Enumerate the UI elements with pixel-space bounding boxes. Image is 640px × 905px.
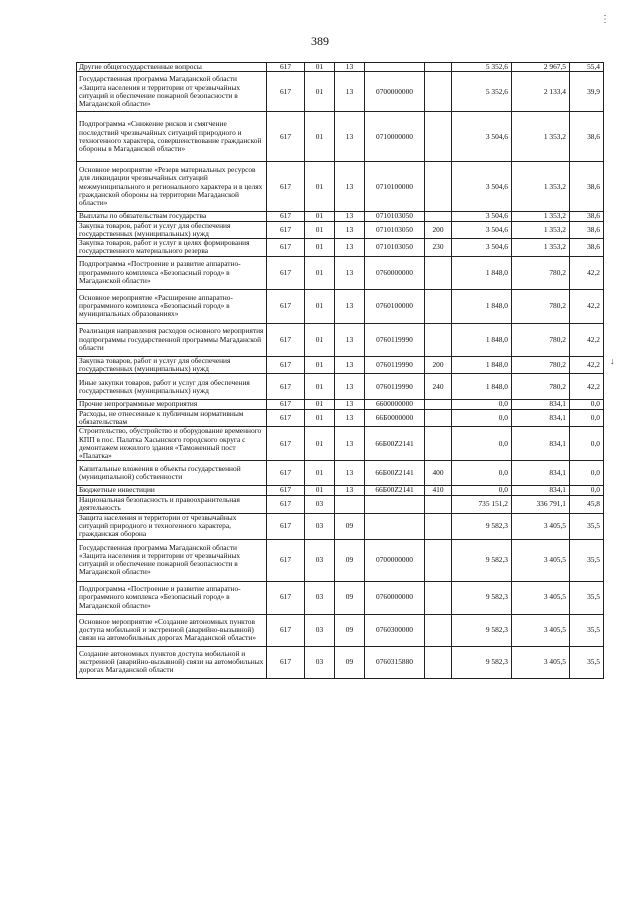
row-csr-cell: 66Б00Z2141 xyxy=(365,427,425,461)
row-pct-cell: 42,2 xyxy=(570,323,604,356)
row-plan-cell: 735 151,2 xyxy=(452,495,512,513)
row-fact-cell: 3 405,5 xyxy=(512,581,570,614)
row-rz-cell: 01 xyxy=(305,289,335,323)
row-fact-cell: 2 967,5 xyxy=(512,63,570,72)
row-ved-cell: 617 xyxy=(267,581,305,614)
table-row xyxy=(77,539,604,581)
row-csr-cell xyxy=(365,513,425,539)
row-csr-cell: 0760100000 xyxy=(365,289,425,323)
row-vr-cell xyxy=(425,614,452,646)
row-ved-cell: 617 xyxy=(267,374,305,400)
row-plan-cell: 9 582,3 xyxy=(452,513,512,539)
row-pct-cell: 39,9 xyxy=(570,72,604,112)
row-ved-cell: 617 xyxy=(267,239,305,257)
row-rz-cell: 03 xyxy=(305,646,335,678)
row-vr-cell xyxy=(425,162,452,212)
row-rz-cell: 01 xyxy=(305,374,335,400)
table-row xyxy=(77,221,604,239)
row-pr-cell: 09 xyxy=(335,646,365,678)
row-name-cell: Строительство, обустройство и оборудование временного КПП в пос. Палатка Хасынского городского округа с демонтажем нежилого здания «Таможенный пост «Палатка» xyxy=(77,427,267,461)
row-fact-cell: 834,1 xyxy=(512,461,570,486)
budget-table xyxy=(76,62,604,679)
page-number: 389 xyxy=(311,34,329,48)
row-plan-cell: 1 848,0 xyxy=(452,374,512,400)
row-vr-cell xyxy=(425,256,452,289)
row-pct-cell: 0,0 xyxy=(570,486,604,495)
row-name-cell: Подпрограмма «Построение и развитие аппаратно-программного комплекса «Безопасный город» в Магаданской области» xyxy=(77,256,267,289)
row-csr-cell: 0760119990 xyxy=(365,323,425,356)
row-rz-cell: 01 xyxy=(305,427,335,461)
row-pr-cell: 13 xyxy=(335,112,365,162)
row-rz-cell: 01 xyxy=(305,221,335,239)
row-pct-cell: 42,2 xyxy=(570,374,604,400)
row-pr-cell: 13 xyxy=(335,409,365,427)
row-pr-cell: 09 xyxy=(335,614,365,646)
row-vr-cell xyxy=(425,323,452,356)
row-plan-cell: 9 582,3 xyxy=(452,581,512,614)
table-row xyxy=(77,581,604,614)
row-pr-cell: 13 xyxy=(335,72,365,112)
table-row xyxy=(77,400,604,409)
row-pr-cell: 13 xyxy=(335,356,365,374)
row-vr-cell: 410 xyxy=(425,486,452,495)
row-pct-cell: 45,8 xyxy=(570,495,604,513)
row-plan-cell: 5 352,6 xyxy=(452,72,512,112)
row-pct-cell: 38,6 xyxy=(570,221,604,239)
row-name-cell: Закупка товаров, работ и услуг в целях формирования государственного материального резерва xyxy=(77,239,267,257)
row-pct-cell: 35,5 xyxy=(570,513,604,539)
row-pr-cell xyxy=(335,495,365,513)
row-fact-cell: 1 353,2 xyxy=(512,221,570,239)
row-pct-cell: 38,6 xyxy=(570,162,604,212)
table-row xyxy=(77,63,604,72)
row-name-cell: Основное мероприятие «Расширение аппаратно-программного комплекса «Безопасный город» в муниципальных образованиях» xyxy=(77,289,267,323)
row-rz-cell: 01 xyxy=(305,400,335,409)
row-fact-cell: 1 353,2 xyxy=(512,212,570,221)
row-ved-cell: 617 xyxy=(267,112,305,162)
row-pct-cell: 0,0 xyxy=(570,427,604,461)
row-plan-cell: 0,0 xyxy=(452,486,512,495)
row-pct-cell: 42,2 xyxy=(570,256,604,289)
row-rz-cell: 01 xyxy=(305,212,335,221)
row-fact-cell: 780,2 xyxy=(512,256,570,289)
row-csr-cell xyxy=(365,63,425,72)
row-pct-cell: 0,0 xyxy=(570,409,604,427)
row-rz-cell: 01 xyxy=(305,63,335,72)
row-pct-cell: 35,5 xyxy=(570,581,604,614)
row-plan-cell: 3 504,6 xyxy=(452,221,512,239)
row-csr-cell: 66Б00Z2141 xyxy=(365,486,425,495)
row-vr-cell xyxy=(425,539,452,581)
table-row xyxy=(77,323,604,356)
row-rz-cell: 01 xyxy=(305,72,335,112)
row-pr-cell: 13 xyxy=(335,239,365,257)
row-csr-cell: 0760000000 xyxy=(365,581,425,614)
row-csr-cell: 0710000000 xyxy=(365,112,425,162)
row-vr-cell xyxy=(425,409,452,427)
table-row xyxy=(77,374,604,400)
row-fact-cell: 780,2 xyxy=(512,374,570,400)
row-ved-cell: 617 xyxy=(267,323,305,356)
table-row xyxy=(77,461,604,486)
row-pr-cell: 13 xyxy=(335,289,365,323)
row-pr-cell: 13 xyxy=(335,374,365,400)
row-ved-cell: 617 xyxy=(267,221,305,239)
table-row xyxy=(77,72,604,112)
row-name-cell: Основное мероприятие «Создание автономных пунктов доступа мобильной и экстренной (аварийно-вызывной) связи на автомобильных дорогах Магаданской области» xyxy=(77,614,267,646)
row-fact-cell: 780,2 xyxy=(512,356,570,374)
table-row xyxy=(77,409,604,427)
row-pct-cell: 35,5 xyxy=(570,646,604,678)
row-name-cell: Государственная программа Магаданской области «Защита населения и территории от чрезвычайных ситуаций и обеспечение пожарной безопасности в Магаданской области» xyxy=(77,72,267,112)
row-vr-cell: 400 xyxy=(425,461,452,486)
row-csr-cell: 0700000000 xyxy=(365,539,425,581)
row-pct-cell: 38,6 xyxy=(570,212,604,221)
row-plan-cell: 3 504,6 xyxy=(452,212,512,221)
row-plan-cell: 1 848,0 xyxy=(452,356,512,374)
row-csr-cell: 0760315880 xyxy=(365,646,425,678)
row-csr-cell: 0760119990 xyxy=(365,374,425,400)
row-fact-cell: 3 405,5 xyxy=(512,614,570,646)
row-pct-cell: 35,5 xyxy=(570,614,604,646)
row-name-cell: Создание автономных пунктов доступа мобильной и экстренной (аварийно-вызывной) связи на автомобильных дорогах Магаданской области xyxy=(77,646,267,678)
row-name-cell: Государственная программа Магаданской области «Защита населения и территории от чрезвычайных ситуаций и обеспечение пожарной безопасности в Магаданской области» xyxy=(77,539,267,581)
row-rz-cell: 01 xyxy=(305,486,335,495)
row-ved-cell: 617 xyxy=(267,72,305,112)
row-pr-cell: 13 xyxy=(335,486,365,495)
row-vr-cell xyxy=(425,646,452,678)
row-rz-cell: 01 xyxy=(305,162,335,212)
row-ved-cell: 617 xyxy=(267,162,305,212)
table-row xyxy=(77,486,604,495)
table-row xyxy=(77,495,604,513)
row-rz-cell: 03 xyxy=(305,495,335,513)
row-pct-cell: 38,6 xyxy=(570,112,604,162)
row-fact-cell: 780,2 xyxy=(512,289,570,323)
row-pr-cell: 13 xyxy=(335,212,365,221)
row-fact-cell: 834,1 xyxy=(512,400,570,409)
row-ved-cell: 617 xyxy=(267,289,305,323)
row-pr-cell: 09 xyxy=(335,581,365,614)
row-rz-cell: 03 xyxy=(305,614,335,646)
row-csr-cell: 6600000000 xyxy=(365,400,425,409)
row-name-cell: Бюджетные инвестиции xyxy=(77,486,267,495)
row-csr-cell: 0760300000 xyxy=(365,614,425,646)
row-pct-cell: 42,2 xyxy=(570,356,604,374)
row-vr-cell: 200 xyxy=(425,356,452,374)
row-pct-cell: 0,0 xyxy=(570,461,604,486)
row-csr-cell: 0710103050 xyxy=(365,212,425,221)
row-name-cell: Защита населения и территории от чрезвычайных ситуаций природного и техногенного характера, гражданская оборона xyxy=(77,513,267,539)
row-fact-cell: 3 405,5 xyxy=(512,513,570,539)
row-vr-cell xyxy=(425,289,452,323)
row-pct-cell: 42,2 xyxy=(570,289,604,323)
row-ved-cell: 617 xyxy=(267,356,305,374)
row-csr-cell: 0700000000 xyxy=(365,72,425,112)
row-pct-cell: 35,5 xyxy=(570,539,604,581)
row-vr-cell xyxy=(425,495,452,513)
row-fact-cell: 3 405,5 xyxy=(512,646,570,678)
row-csr-cell: 0760119990 xyxy=(365,356,425,374)
row-vr-cell xyxy=(425,72,452,112)
row-ved-cell: 617 xyxy=(267,513,305,539)
row-name-cell: Подпрограмма «Построение и развитие аппаратно-программного комплекса «Безопасный город» в Магаданской области» xyxy=(77,581,267,614)
row-pct-cell: 55,4 xyxy=(570,63,604,72)
row-rz-cell: 01 xyxy=(305,112,335,162)
row-csr-cell xyxy=(365,495,425,513)
row-vr-cell xyxy=(425,513,452,539)
row-name-cell: Подпрограмма «Снижение рисков и смягчение последствий чрезвычайных ситуаций природного и техногенного характера, совершенствование гражданской обороны в Магаданской области» xyxy=(77,112,267,162)
table-row xyxy=(77,289,604,323)
row-pr-cell: 13 xyxy=(335,323,365,356)
table-row xyxy=(77,256,604,289)
table-row xyxy=(77,614,604,646)
row-rz-cell: 03 xyxy=(305,513,335,539)
row-ved-cell: 617 xyxy=(267,614,305,646)
row-rz-cell: 01 xyxy=(305,409,335,427)
table-row xyxy=(77,513,604,539)
row-fact-cell: 1 353,2 xyxy=(512,112,570,162)
row-name-cell: Другие общегосударственные вопросы xyxy=(77,63,267,72)
row-fact-cell: 336 791,1 xyxy=(512,495,570,513)
row-fact-cell: 1 353,2 xyxy=(512,239,570,257)
row-plan-cell: 1 848,0 xyxy=(452,323,512,356)
row-ved-cell: 617 xyxy=(267,409,305,427)
row-fact-cell: 834,1 xyxy=(512,427,570,461)
row-vr-cell xyxy=(425,400,452,409)
row-csr-cell: 0710103050 xyxy=(365,239,425,257)
row-fact-cell: 780,2 xyxy=(512,323,570,356)
row-plan-cell: 3 504,6 xyxy=(452,112,512,162)
row-pct-cell: 0,0 xyxy=(570,400,604,409)
row-vr-cell xyxy=(425,212,452,221)
row-fact-cell: 834,1 xyxy=(512,486,570,495)
row-name-cell: Капитальные вложения в объекты государственной (муниципальной) собственности xyxy=(77,461,267,486)
row-ved-cell: 617 xyxy=(267,427,305,461)
row-pr-cell: 13 xyxy=(335,221,365,239)
row-csr-cell: 66Б00Z2141 xyxy=(365,461,425,486)
row-plan-cell: 1 848,0 xyxy=(452,289,512,323)
row-name-cell: Закупка товаров, работ и услуг для обеспечения государственных (муниципальных) нужд xyxy=(77,356,267,374)
row-ved-cell: 617 xyxy=(267,539,305,581)
row-name-cell: Закупка товаров, работ и услуг для обеспечения государственных (муниципальных) нужд xyxy=(77,221,267,239)
row-vr-cell: 230 xyxy=(425,239,452,257)
row-csr-cell: 66Б0000000 xyxy=(365,409,425,427)
table-row xyxy=(77,212,604,221)
table-row xyxy=(77,239,604,257)
row-name-cell: Иные закупки товаров, работ и услуг для обеспечения государственных (муниципальных) нужд xyxy=(77,374,267,400)
row-pr-cell: 13 xyxy=(335,162,365,212)
row-plan-cell: 9 582,3 xyxy=(452,539,512,581)
row-rz-cell: 01 xyxy=(305,239,335,257)
row-pr-cell: 13 xyxy=(335,256,365,289)
row-plan-cell: 9 582,3 xyxy=(452,646,512,678)
row-pr-cell: 09 xyxy=(335,539,365,581)
row-ved-cell: 617 xyxy=(267,495,305,513)
row-csr-cell: 0710103050 xyxy=(365,221,425,239)
row-name-cell: Расходы, не отнесенные к публичным нормативным обязательствам xyxy=(77,409,267,427)
row-plan-cell: 3 504,6 xyxy=(452,162,512,212)
row-pr-cell: 13 xyxy=(335,63,365,72)
row-vr-cell: 200 xyxy=(425,221,452,239)
row-csr-cell: 0760000000 xyxy=(365,256,425,289)
row-plan-cell: 1 848,0 xyxy=(452,256,512,289)
row-vr-cell xyxy=(425,427,452,461)
table-row xyxy=(77,356,604,374)
row-rz-cell: 01 xyxy=(305,323,335,356)
row-plan-cell: 3 504,6 xyxy=(452,239,512,257)
row-vr-cell: 240 xyxy=(425,374,452,400)
row-pr-cell: 13 xyxy=(335,400,365,409)
row-rz-cell: 03 xyxy=(305,581,335,614)
row-csr-cell: 0710100000 xyxy=(365,162,425,212)
row-fact-cell: 834,1 xyxy=(512,409,570,427)
margin-mark: ⋮ xyxy=(600,14,610,25)
row-fact-cell: 1 353,2 xyxy=(512,162,570,212)
row-ved-cell: 617 xyxy=(267,461,305,486)
row-plan-cell: 0,0 xyxy=(452,461,512,486)
row-pr-cell: 09 xyxy=(335,513,365,539)
table-row xyxy=(77,112,604,162)
row-fact-cell: 2 133,4 xyxy=(512,72,570,112)
row-fact-cell: 3 405,5 xyxy=(512,539,570,581)
row-ved-cell: 617 xyxy=(267,212,305,221)
row-name-cell: Прочие непрограммные мероприятия xyxy=(77,400,267,409)
row-rz-cell: 03 xyxy=(305,539,335,581)
row-ved-cell: 617 xyxy=(267,400,305,409)
row-pr-cell: 13 xyxy=(335,461,365,486)
row-plan-cell: 0,0 xyxy=(452,400,512,409)
row-name-cell: Основное мероприятие «Резерв материальных ресурсов для ликвидации чрезвычайных ситуаций межмуниципального и регионального характера и в целях гражданской обороны на территории Магаданской области» xyxy=(77,162,267,212)
row-ved-cell: 617 xyxy=(267,256,305,289)
table-row xyxy=(77,162,604,212)
row-pct-cell: 38,6 xyxy=(570,239,604,257)
row-plan-cell: 9 582,3 xyxy=(452,614,512,646)
table-row xyxy=(77,646,604,678)
row-rz-cell: 01 xyxy=(305,461,335,486)
row-name-cell: Национальная безопасность и правоохранительная деятельность xyxy=(77,495,267,513)
row-name-cell: Выплаты по обязательствам государства xyxy=(77,212,267,221)
row-vr-cell xyxy=(425,63,452,72)
row-ved-cell: 617 xyxy=(267,486,305,495)
row-rz-cell: 01 xyxy=(305,356,335,374)
row-ved-cell: 617 xyxy=(267,63,305,72)
row-plan-cell: 0,0 xyxy=(452,409,512,427)
row-vr-cell xyxy=(425,581,452,614)
row-ved-cell: 617 xyxy=(267,646,305,678)
row-vr-cell xyxy=(425,112,452,162)
row-plan-cell: 5 352,6 xyxy=(452,63,512,72)
row-pr-cell: 13 xyxy=(335,427,365,461)
margin-arrow-mark: ↓ xyxy=(610,356,615,366)
row-rz-cell: 01 xyxy=(305,256,335,289)
table-row xyxy=(77,427,604,461)
row-name-cell: Реализация направления расходов основного мероприятия подпрограммы государственной программы Магаданской области xyxy=(77,323,267,356)
row-plan-cell: 0,0 xyxy=(452,427,512,461)
